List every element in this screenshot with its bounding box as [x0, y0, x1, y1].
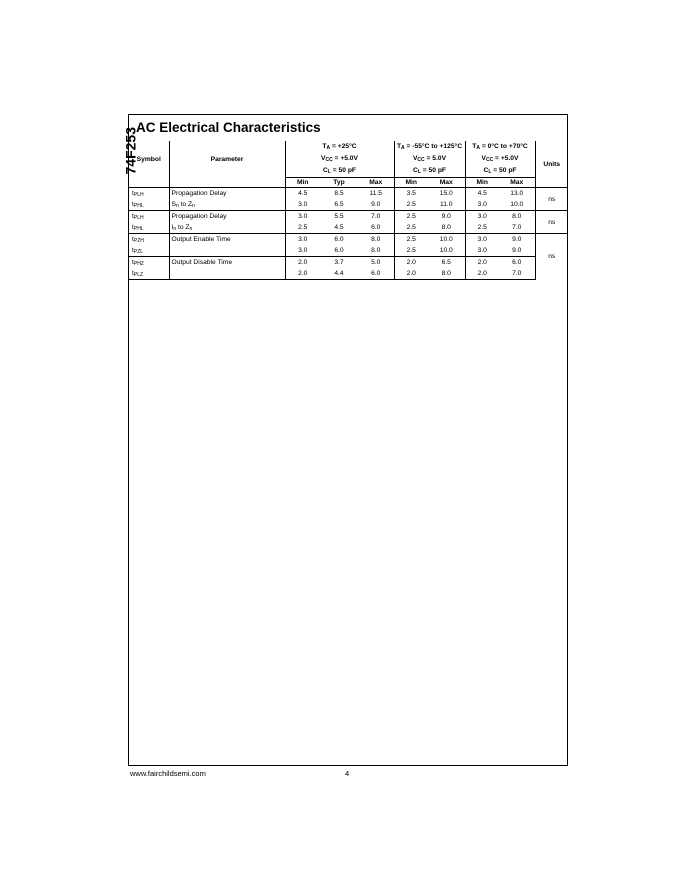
value-cell: 8.0 — [358, 234, 394, 246]
value-cell: 2.0 — [285, 268, 320, 280]
value-cell: 5.5 — [320, 211, 358, 223]
value-cell: 2.5 — [298, 224, 308, 231]
symbol-cell: $t_{PZH}$ — [129, 234, 169, 246]
value-cell: 10.0 — [428, 234, 465, 246]
value-cell: 2.5 — [477, 224, 487, 231]
value-cell: 4.5 — [334, 224, 344, 231]
cond-ta-1: $T_A = +25^\circ C$ — [285, 141, 394, 153]
parameter-cell: Output Disable Time — [169, 257, 285, 269]
section-title: AC Electrical Characteristics — [136, 120, 321, 135]
value-cell: 2.0 — [285, 257, 320, 269]
value-cell: 3.0 — [477, 247, 487, 254]
parameter-cell — [169, 245, 285, 257]
value-cell: 11.0 — [428, 199, 465, 211]
value-cell: 2.5 — [406, 224, 416, 231]
cond-vcc-3: $V_{CC} = +5.0V$ — [465, 153, 535, 165]
cond-ta-2: $T_A = -55^\circ C$ to +125°C — [394, 141, 465, 153]
value-cell: 10.0 — [428, 245, 465, 257]
value-cell: 3.0 — [477, 201, 487, 208]
table-row — [129, 211, 568, 223]
value-cell: 2.5 — [394, 234, 428, 246]
units-cell: ns — [535, 234, 568, 280]
value-cell: 9.0 — [499, 245, 535, 257]
value-cell: 6.0 — [358, 268, 394, 280]
value-cell: 6.0 — [358, 222, 394, 234]
value-cell: 2.5 — [406, 247, 416, 254]
value-cell: 8.0 — [358, 245, 394, 257]
value-cell: 3.0 — [285, 234, 320, 246]
value-cell: 6.5 — [428, 257, 465, 269]
symbol-cell: $t_{PLZ}$ — [129, 268, 169, 280]
table-row — [129, 245, 568, 257]
minmax-label: Min — [394, 178, 428, 188]
value-cell: 3.5 — [394, 188, 428, 200]
value-cell: 9.0 — [499, 234, 535, 246]
value-cell: 3.0 — [298, 247, 308, 254]
units-cell: ns — [535, 188, 568, 211]
value-cell: 9.0 — [358, 199, 394, 211]
value-cell: 6.5 — [334, 201, 344, 208]
value-cell: 8.0 — [428, 268, 465, 280]
value-cell: 9.0 — [428, 211, 465, 223]
col-units: Units — [543, 160, 561, 168]
value-cell: 6.0 — [499, 257, 535, 269]
parameter-cell: Output Enable Time — [169, 234, 285, 246]
table-row — [129, 268, 568, 280]
minmax-label: Max — [499, 178, 535, 188]
value-cell: 3.0 — [465, 234, 499, 246]
cond-vcc-2: $V_{CC} = 5.0V$ — [394, 153, 465, 165]
minmax-label: Max — [358, 178, 394, 188]
parameter-cell: $I_n$ to $Z_n$ — [169, 222, 285, 234]
minmax-label: Min — [465, 178, 499, 188]
ac-characteristics-table — [129, 141, 568, 280]
value-cell: 7.0 — [499, 268, 535, 280]
units-cell: ns — [535, 211, 568, 234]
value-cell: 8.5 — [320, 188, 358, 200]
symbol-cell: $t_{PHZ}$ — [129, 257, 169, 269]
minmax-label: Min — [285, 178, 320, 188]
value-cell: 4.5 — [285, 188, 320, 200]
value-cell: 3.0 — [465, 211, 499, 223]
symbol-cell: $t_{PLH}$ — [129, 211, 169, 223]
value-cell: 4.5 — [465, 188, 499, 200]
parameter-cell: Propagation Delay — [169, 211, 285, 223]
col-symbol: Symbol — [129, 141, 169, 178]
table-row — [129, 222, 568, 234]
value-cell: 2.0 — [465, 257, 499, 269]
symbol-cell: $t_{PLH}$ — [129, 188, 169, 200]
value-cell: 2.0 — [465, 268, 499, 280]
cond-cl-1: $C_L = 50$ pF — [285, 165, 394, 178]
symbol-cell: $t_{PHL}$ — [129, 199, 169, 211]
value-cell: 2.0 — [394, 268, 428, 280]
value-cell: 4.4 — [320, 268, 358, 280]
part-number-vertical: 74F253 — [122, 127, 138, 175]
minmax-label: Typ — [320, 178, 358, 188]
cond-vcc-1: $V_{CC} = +5.0V$ — [285, 153, 394, 165]
value-cell: 6.0 — [334, 247, 344, 254]
cond-ta-3: $T_A = 0^\circ C$ to +70°C — [465, 141, 535, 153]
minmax-label: Max — [428, 178, 465, 188]
value-cell: 2.5 — [406, 201, 416, 208]
table-row — [129, 199, 568, 211]
table-row — [129, 234, 568, 246]
value-cell: 7.0 — [499, 222, 535, 234]
parameter-cell: Propagation Delay — [169, 188, 285, 200]
footer-url[interactable]: www.fairchildsemi.com — [130, 769, 206, 778]
value-cell: 11.5 — [358, 188, 394, 200]
col-parameter: Parameter — [169, 141, 285, 178]
symbol-cell: $t_{PHL}$ — [129, 222, 169, 234]
value-cell: 3.0 — [298, 201, 308, 208]
table-row — [129, 188, 568, 200]
cond-cl-2: $C_L = 50$ pF — [394, 165, 465, 178]
value-cell: 15.0 — [428, 188, 465, 200]
value-cell: 2.5 — [394, 211, 428, 223]
value-cell: 3.0 — [285, 211, 320, 223]
value-cell: 13.0 — [499, 188, 535, 200]
symbol-cell: $t_{PZL}$ — [129, 245, 169, 257]
value-cell: 3.7 — [320, 257, 358, 269]
value-cell: 10.0 — [499, 199, 535, 211]
value-cell: 8.0 — [428, 222, 465, 234]
value-cell: 8.0 — [499, 211, 535, 223]
parameter-cell — [169, 268, 285, 280]
value-cell: 2.0 — [394, 257, 428, 269]
value-cell: 6.0 — [320, 234, 358, 246]
cond-cl-3: $C_L = 50$ pF — [465, 165, 535, 178]
value-cell: 7.0 — [358, 211, 394, 223]
page-number: 4 — [345, 769, 350, 778]
parameter-cell: $S_n$ to $Z_n$ — [169, 199, 285, 211]
table-row — [129, 257, 568, 269]
value-cell: 5.0 — [358, 257, 394, 269]
